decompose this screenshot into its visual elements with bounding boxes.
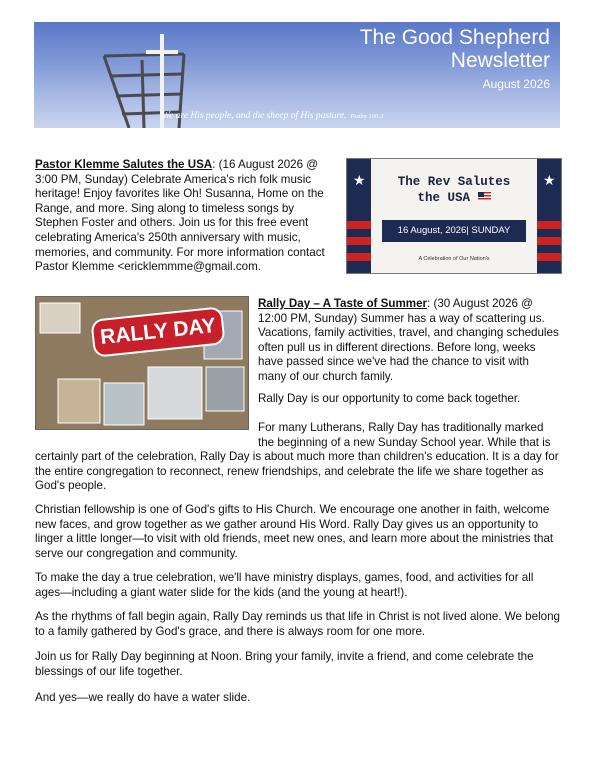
article-rally-p2: Rally Day is our opportunity to come back together. (258, 392, 521, 405)
article-usa-body: : (16 August 2026 @ 3:00 PM, Sunday) Celebrate America's rich folk music heritage! Enjoy favorites like Oh! Susanna, Home on the Range, and more. Sing along to timeless songs by Stephen Foster and others. Join us for this free event celebrating America's 250th anniversary with music, memories, and community. For more information contact Pastor Klemme <ericklemmme@gmail.com. (35, 158, 325, 274)
usa-date-ribbon: 16 August, 2026| SUNDAY (382, 220, 526, 242)
motto-text: We are His people, and the sheep of His pasture. (162, 111, 347, 121)
rally-day-collage (35, 296, 249, 430)
usa-line-2-text: the USA (417, 191, 470, 205)
article-rally-p7: Join us for Rally Day beginning at Noon. Bring your family, invite a friend, and come celebrate the blessings of our life together. (35, 650, 534, 678)
usa-small-text: A Celebration of Our Nation's (418, 256, 490, 262)
article-rally-p5: To make the day a true celebration, we'll have ministry displays, games, food, and activities for all ages—including a giant water slide for the kids (and the young at heart!). (35, 571, 534, 599)
svg-text:★: ★ (543, 172, 556, 188)
rally-day-banner: RALLY DAY (93, 308, 224, 355)
article-usa-heading: Pastor Klemme Salutes the USA (35, 158, 213, 171)
motto-reference: Psalm 100:3 (350, 113, 384, 120)
article-rally-heading: Rally Day – A Taste of Summer (258, 297, 428, 310)
title-line-1: The Good Shepherd (359, 26, 550, 49)
article-rally-intro-text: : (30 August 2026 @ 12:00 PM, Sunday) Summer has a way of scattering us. Vacations, family activities, travel, and changing schedules often pull us in different directions. Before long, weeks have passed since we've had the chance to visit with many of our church family. (258, 297, 559, 383)
article-rally-p3b: certainly part of the celebration, Rally Day is about much more than children's education. It is a day for the entire congregation to reconnect, renew friendships, and celebrate the life we share together as God's people. (35, 450, 559, 493)
article-rally-p6: As the rhythms of fall begin again, Rally Day reminds us that life in Christ is not lived alone. We belong to a family gathered by God's grace, and there is always room for one more. (35, 610, 560, 638)
banner-motto (162, 111, 383, 121)
us-flag-icon (478, 192, 491, 201)
article-rally-p4: Christian fellowship is one of God's gifts to His Church. We encourage one another in faith, welcome new faces, and grow together as we gather around His Word. Rally Day gives us an opportunity to linger a little longer—to visit with old friends, meet new ones, and learn more about the ministries that serve our congregation and community. (35, 503, 554, 560)
svg-text:★: ★ (353, 172, 366, 188)
issue-date: August 2026 (482, 77, 550, 91)
article-rally-p8: And yes—we really do have a water slide. (35, 691, 251, 704)
usa-line-1: The Rev Salutes (397, 175, 511, 189)
newsletter-banner (34, 22, 560, 128)
article-usa (35, 158, 335, 275)
article-rally-p3a: For many Lutherans, Rally Day has traditionally marked the beginning of a new Sunday School year. While that is (258, 421, 551, 449)
usa-salute-image (346, 158, 562, 274)
title-line-2: Newsletter (450, 48, 550, 72)
usa-line-2 (347, 191, 561, 205)
article-rally-intro (258, 297, 560, 385)
newsletter-title (360, 27, 550, 72)
